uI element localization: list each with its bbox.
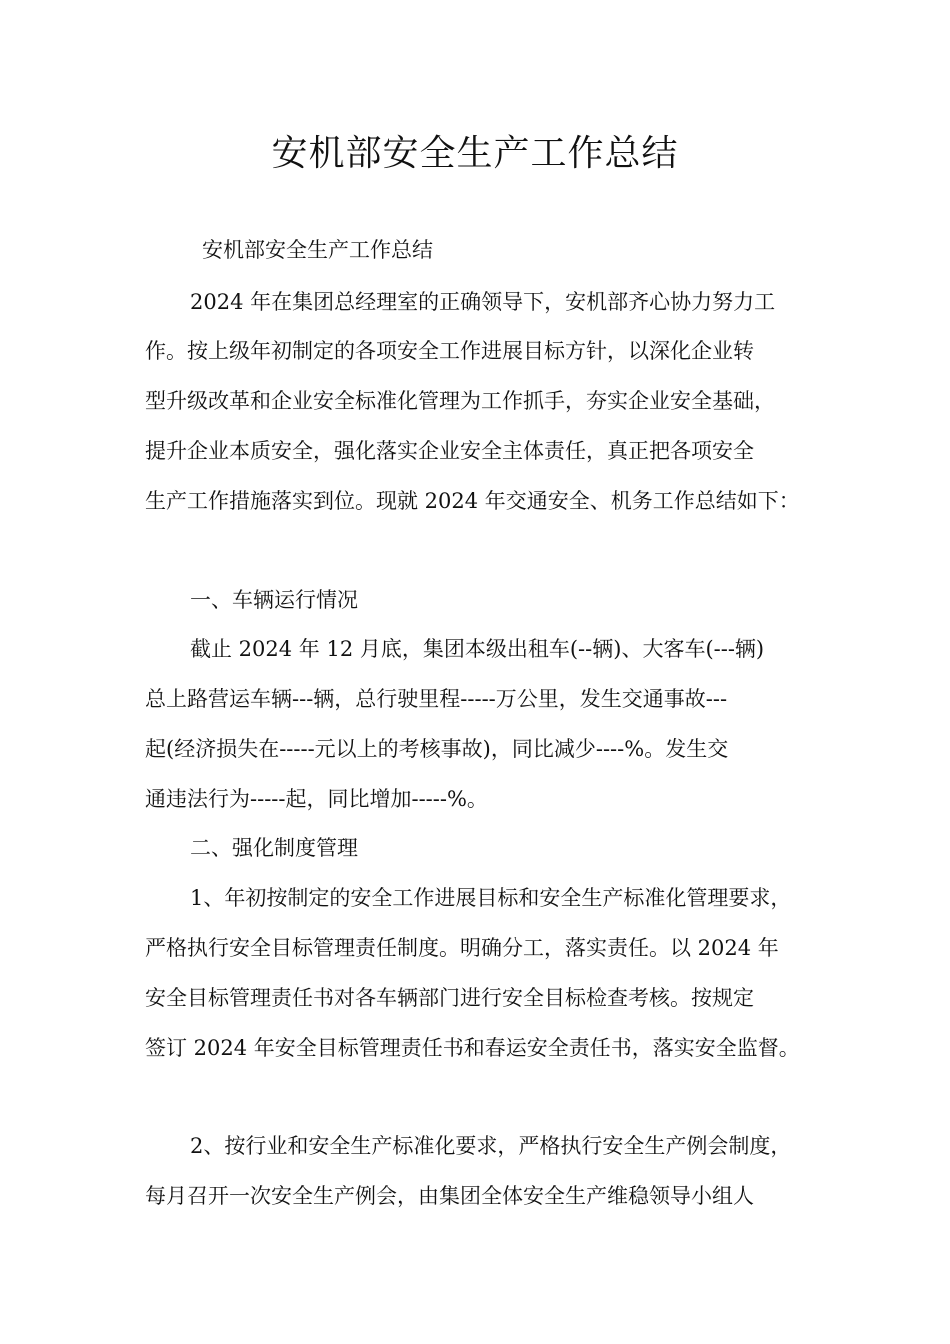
intro-line-3: 型升级改革和企业安全标准化管理为工作抓手，夯实企业安全基础， bbox=[145, 389, 775, 413]
intro-line-2: 作。按上级年初制定的各项安全工作进展目标方针，以深化企业转 bbox=[145, 339, 754, 363]
section2-item1-line-1: 1、年初按制定的安全工作进展目标和安全生产标准化管理要求， bbox=[190, 886, 792, 910]
document-title: 安机部安全生产工作总结 bbox=[271, 133, 679, 174]
section-heading-2: 二、强化制度管理 bbox=[190, 836, 358, 860]
section2-item2-line-1: 2、按行业和安全生产标准化要求，严格执行安全生产例会制度， bbox=[190, 1134, 792, 1158]
section2-item1-line-2: 严格执行安全目标管理责任制度。明确分工，落实责任。以 2024 年 bbox=[145, 936, 779, 960]
subtitle-line: 安机部安全生产工作总结 bbox=[202, 238, 433, 262]
section2-item1-line-3: 安全目标管理责任书对各车辆部门进行安全目标检查考核。按规定 bbox=[145, 986, 754, 1010]
section1-line-4: 通违法行为-----起，同比增加-----%。 bbox=[145, 787, 488, 811]
section1-line-1: 截止 2024 年 12 月底，集团本级出租车(--辆)、大客车(---辆) bbox=[190, 637, 765, 661]
intro-line-5: 生产工作措施落实到位。现就 2024 年交通安全、机务工作总结如下： bbox=[145, 489, 800, 513]
intro-line-1: 2024 年在集团总经理室的正确领导下，安机部齐心协力努力工 bbox=[190, 290, 776, 314]
section2-item2-line-2: 每月召开一次安全生产例会，由集团全体安全生产维稳领导小组人 bbox=[145, 1184, 754, 1208]
section-heading-1: 一、车辆运行情况 bbox=[190, 588, 358, 612]
section1-line-2: 总上路营运车辆---辆，总行驶里程-----万公里，发生交通事故--- bbox=[145, 687, 728, 711]
intro-line-4: 提升企业本质安全，强化落实企业安全主体责任，真正把各项安全 bbox=[145, 439, 754, 463]
section2-item1-line-4: 签订 2024 年安全目标管理责任书和春运安全责任书，落实安全监督。 bbox=[145, 1036, 800, 1060]
section1-line-3: 起(经济损失在-----元以上的考核事故)，同比减少----%。发生交 bbox=[145, 737, 729, 761]
